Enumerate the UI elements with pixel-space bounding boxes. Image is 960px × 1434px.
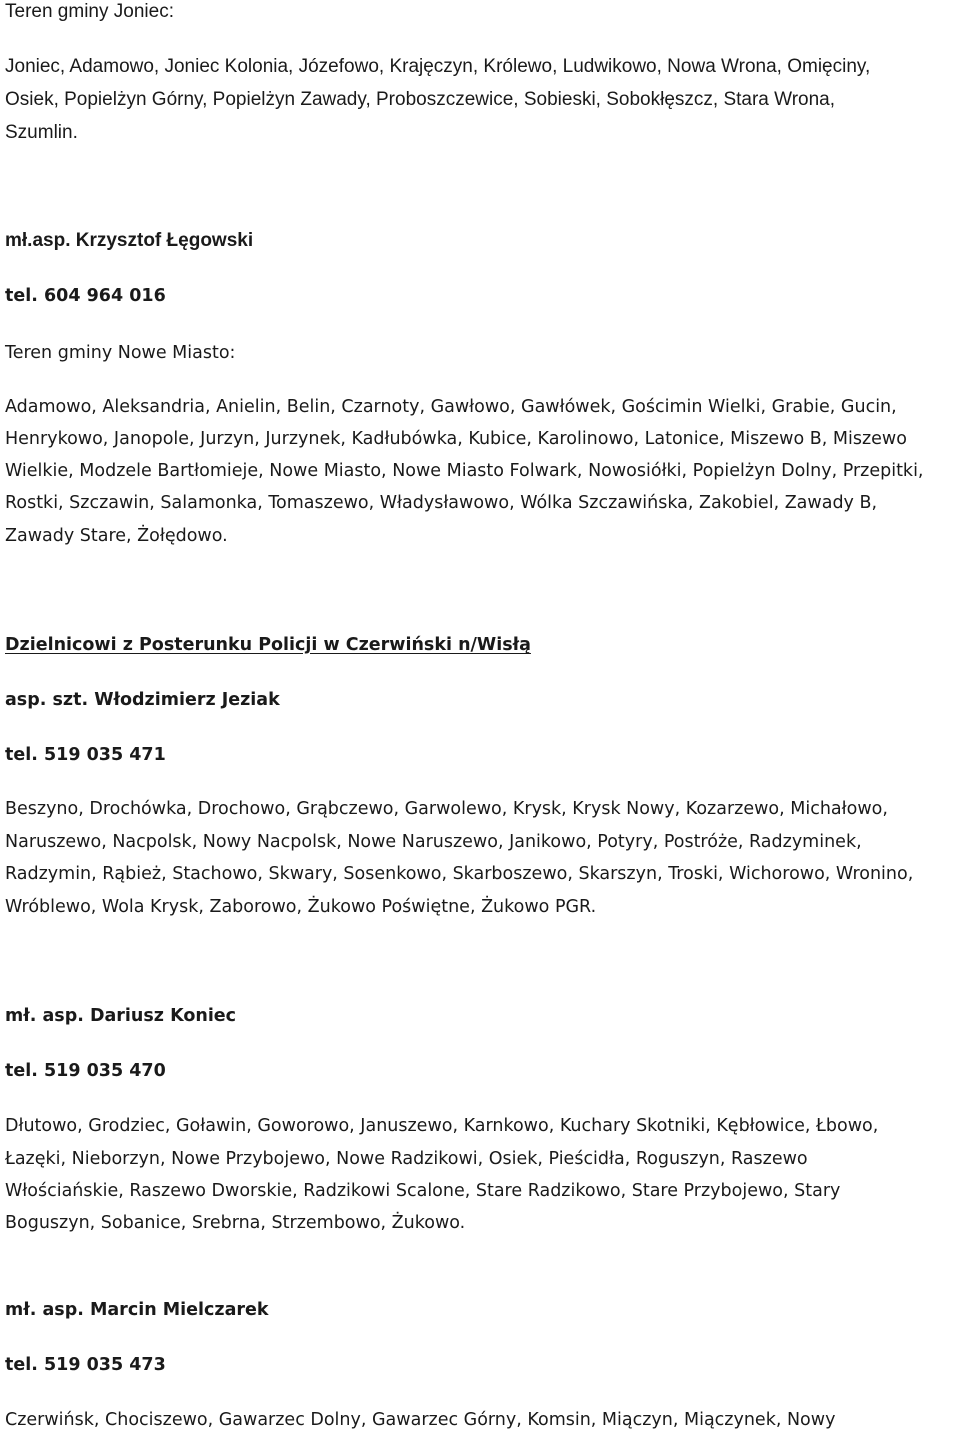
villages-line-joniec-2: Osiek, Popielżyn Górny, Popielżyn Zawady, Proboszczewice, Sobieski, Sobokłęszcz, Stara Wrona, xyxy=(5,89,836,110)
officer-name-koniec: mł. asp. Dariusz Koniec xyxy=(5,1006,237,1026)
villages-line-koniec-1: Dłutowo, Grodziec, Goławin, Goworowo, Januszewo, Karnkowo, Kuchary Skotniki, Kębłowice, Łbowo, xyxy=(5,1116,879,1136)
villages-line-koniec-4: Boguszyn, Sobanice, Srebrna, Strzembowo, Żukowo. xyxy=(5,1213,466,1233)
villages-line-nowe-miasto-3: Wielkie, Modzele Bartłomieje, Nowe Miasto, Nowe Miasto Folwark, Nowosiółki, Popielżyn Dolny, Przepitki, xyxy=(5,461,924,481)
villages-line-jeziak-1: Beszyno, Drochówka, Drochowo, Grąbczewo, Garwolewo, Krysk, Krysk Nowy, Kozarzewo, Michałowo, xyxy=(5,799,888,819)
villages-line-mielczarek-1: Czerwińsk, Chociszewo, Gawarzec Dolny, Gawarzec Górny, Komsin, Miączyn, Miączynek, Nowy xyxy=(5,1410,836,1430)
villages-line-jeziak-2: Naruszewo, Nacpolsk, Nowy Nacpolsk, Nowe Naruszewo, Janikowo, Potyry, Postróże, Radzyminek, xyxy=(5,832,862,852)
posterunek-heading: Dzielnicowi z Posterunku Policji w Czerwiński n/Wisłą xyxy=(5,635,531,655)
villages-line-nowe-miasto-4: Rostki, Szczawin, Salamonka, Tomaszewo, Władysławowo, Wólka Szczawińska, Zakobiel, Zawady B, xyxy=(5,493,878,513)
officer-name-jeziak: asp. szt. Włodzimierz Jeziak xyxy=(5,690,280,710)
villages-line-joniec-1: Joniec, Adamowo, Joniec Kolonia, Józefowo, Krajęczyn, Królewo, Ludwikowo, Nowa Wrona, Omięciny, xyxy=(5,56,871,77)
villages-line-nowe-miasto-5: Zawady Stare, Żołędowo. xyxy=(5,526,228,546)
villages-line-nowe-miasto-2: Henrykowo, Janopole, Jurzyn, Jurzynek, Kadłubówka, Kubice, Karolinowo, Latonice, Miszewo B, Miszewo xyxy=(5,429,907,449)
officer-name-mielczarek: mł. asp. Marcin Mielczarek xyxy=(5,1300,269,1320)
officer-name-legowski: mł.asp. Krzysztof Łęgowski xyxy=(5,230,254,251)
villages-line-nowe-miasto-1: Adamowo, Aleksandria, Anielin, Belin, Czarnoty, Gawłowo, Gawłówek, Gościmin Wielki, Grabie, Gucin, xyxy=(5,397,897,417)
section-heading-joniec: Teren gminy Joniec: xyxy=(5,1,174,22)
villages-line-jeziak-3: Radzymin, Rąbież, Stachowo, Skwary, Sosenkowo, Skarboszewo, Skarszyn, Troski, Wichorowo, Wronino, xyxy=(5,864,914,884)
officer-phone-koniec: tel. 519 035 470 xyxy=(5,1061,166,1081)
section-heading-nowe-miasto: Teren gminy Nowe Miasto: xyxy=(5,343,236,363)
villages-line-jeziak-4: Wróblewo, Wola Krysk, Zaborowo, Żukowo Poświętne, Żukowo PGR. xyxy=(5,897,597,917)
villages-line-joniec-3: Szumlin. xyxy=(5,122,78,143)
officer-phone-jeziak: tel. 519 035 471 xyxy=(5,745,166,765)
officer-phone-legowski: tel. 604 964 016 xyxy=(5,286,166,306)
villages-line-koniec-3: Włościańskie, Raszewo Dworskie, Radzikowi Scalone, Stare Radzikowo, Stare Przybojewo, Stary xyxy=(5,1181,841,1201)
villages-line-koniec-2: Łazęki, Nieborzyn, Nowe Przybojewo, Nowe Radzikowi, Osiek, Pieścidła, Roguszyn, Raszewo xyxy=(5,1149,808,1169)
officer-phone-mielczarek: tel. 519 035 473 xyxy=(5,1355,166,1375)
